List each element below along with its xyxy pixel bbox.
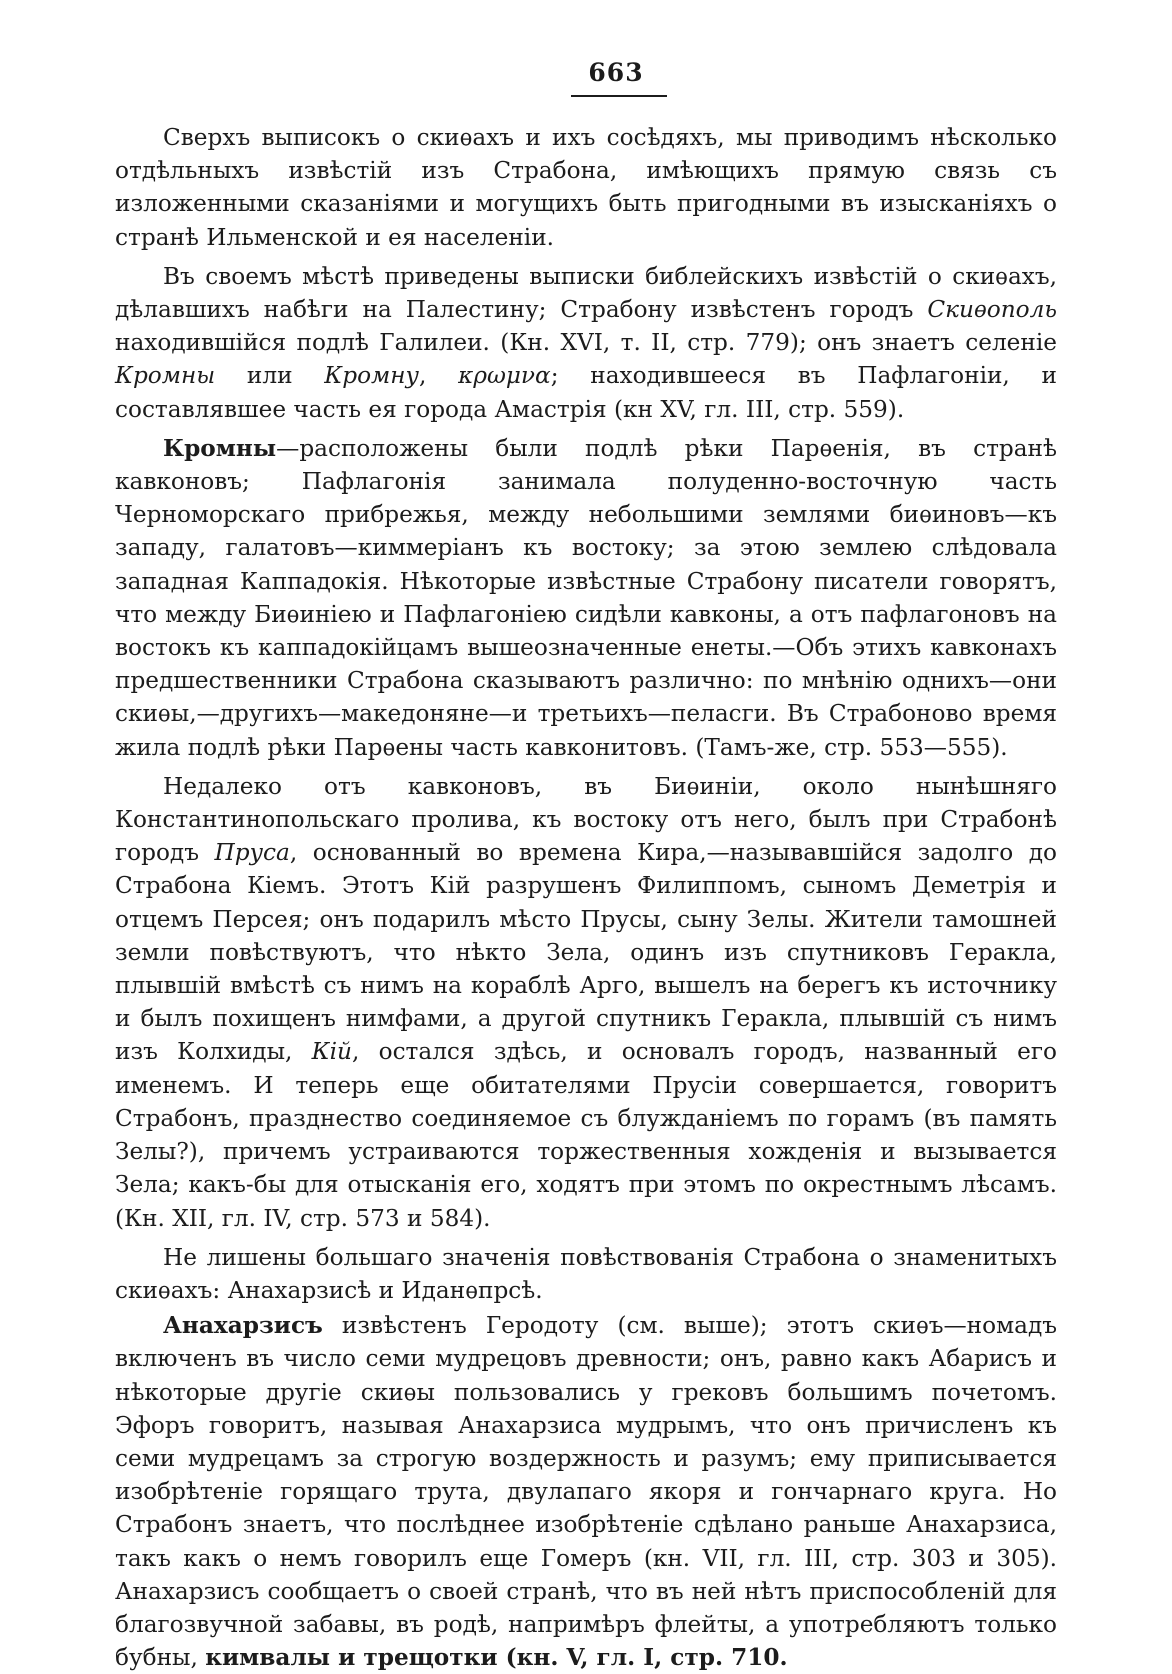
text-run: находившійся подлѣ Галилеи. (Кн. XVI, т. II, стр. 779); онъ знаетъ селеніе	[115, 329, 1057, 357]
text-run: ; находившееся въ Пафлагоніи, и составлявшее часть ея города Амастрія (кн XV, гл. III, стр. 559).	[115, 362, 1058, 423]
paragraph-1	[115, 121, 1057, 254]
text-run: Сверхъ выписокъ о скиѳахъ и ихъ сосѣдяхъ, мы приводимъ нѣсколько отдѣльныхъ извѣстій изъ Страбона, имѣющихъ прямую связь съ изложенными сказаніями и могущихъ быть пригодными въ изысканіяхъ о странѣ Ильменской и ея населеніи.	[115, 124, 1057, 251]
page-number-rule	[571, 95, 667, 97]
text-run: , основанный во времена Кира,—называвшійся задолго до Страбона Кіемъ. Этотъ Кій разрушенъ Филиппомъ, сыномъ Деметрія и отцемъ Персея; онъ подарилъ мѣсто Прусы, сыну Зелы. Жители тамошней земли повѣствуютъ, что нѣкто Зела, одинъ изъ спутниковъ Геракла, плывшій вмѣстѣ съ нимъ на кораблѣ Арго, вышелъ на берегъ къ источнику и былъ похищенъ нимфами, а другой спутникъ Геракла, плывшій съ нимъ изъ Колхиды,	[115, 839, 1058, 1066]
paragraph-5	[115, 1241, 1057, 1307]
text-run: Въ своемъ мѣстѣ приведены выписки библейскихъ извѣстій о скиѳахъ, дѣлавшихъ набѣги на Палестину; Страбону извѣстенъ городъ	[115, 262, 1057, 324]
bold-term: Анахарзисъ	[163, 1312, 323, 1340]
italic-term: Кій	[311, 1038, 352, 1066]
text-run: Недалеко отъ кавконовъ, въ Биѳиніи, около нынѣшняго Константинопольскаго пролива, къ востоку отъ него, былъ при Страбонѣ городъ	[115, 772, 1057, 867]
text-run: или	[215, 362, 325, 390]
paragraph-2	[115, 260, 1057, 426]
text-run: ,	[418, 362, 459, 390]
italic-term: Скиѳополь	[927, 296, 1057, 324]
italic-term: κρωμνα	[458, 362, 551, 390]
text-run: извѣстенъ Геродоту (см. выше); этотъ скиѳъ—номадъ включенъ въ число семи мудрецовъ древности; онъ, равно какъ Абарисъ и нѣкоторые другіе скиѳы пользовались у грековъ большимъ почетомъ. Эфоръ говоритъ, называя Анахарзиса мудрымъ, что онъ причисленъ къ семи мудрецамъ за строгую воздержность и разумъ; ему приписывается изобрѣтеніе горящаго трута, двулапаго якоря и гончарнаго круга. Но Страбонъ знаетъ, что послѣднее изобрѣтеніе сдѣлано раньше Анахарзиса, такъ какъ о немъ говорилъ еще Гомеръ (кн. VII, гл. III, стр. 303 и 305). Анахарзисъ сообщаетъ о своей странѣ, что въ ней нѣтъ приспособленій для благозвучной забавы, въ родѣ, напримѣръ флейты, а употребляютъ только бубны,	[115, 1312, 1057, 1672]
paragraph-6	[115, 1309, 1057, 1674]
paragraph-3	[115, 432, 1057, 764]
body-text	[115, 121, 1057, 1674]
italic-term: Кромны	[115, 362, 216, 390]
paragraph-4	[115, 770, 1057, 1235]
bold-term: Кромны	[163, 434, 277, 462]
text-run: , остался здѣсь, и основалъ городъ, названный его именемъ. И теперь еще обитателями Прусіи совершается, говоритъ Страбонъ, празднество соединяемое съ блужданіемъ по горамъ (въ память Зелы?), причемъ устраиваются торжественныя хожденія и вызывается Зела; какъ-бы для отысканія его, ходятъ при этомъ по окрестнымъ лѣсамъ. (Кн. XII, гл. IV, стр. 573 и 584).	[115, 1038, 1057, 1232]
italic-term: Пруса	[214, 839, 290, 867]
text-run: Не лишены большаго значенія повѣствованія Страбона о знаменитыхъ скиѳахъ: Анахарзисѣ и Иданѳпрсѣ.	[115, 1243, 1057, 1304]
italic-term: Кромну	[324, 362, 419, 390]
bold-term: кимвалы и трещотки (кн. V, гл. I, стр. 710.	[205, 1644, 788, 1672]
page-number: 663	[588, 58, 644, 87]
text-run: —расположены были подлѣ рѣки Парѳенія, въ странѣ кавконовъ; Пафлагонія занимала полуденно-восточную часть Черноморскаго прибрежья, между небольшими землями биѳиновъ—къ западу, галатовъ—киммеріанъ къ востоку; за этою землею слѣдовала западная Каппадокія. Нѣкоторые извѣстные Страбону писатели говорятъ, что между Биѳиніею и Пафлагоніею сидѣли кавконы, а отъ пафлагоновъ на востокъ къ каппадокійцамъ вышеозначенные енеты.—Объ этихъ кавконахъ предшественники Страбона сказываютъ различно: по мнѣнію однихъ—они скиѳы,—другихъ—македоняне—и третьихъ—пеласги. Въ Страбоново время жила подлѣ рѣки Парѳены часть кавконитовъ. (Тамъ-же, стр. 553—555).	[115, 434, 1057, 761]
